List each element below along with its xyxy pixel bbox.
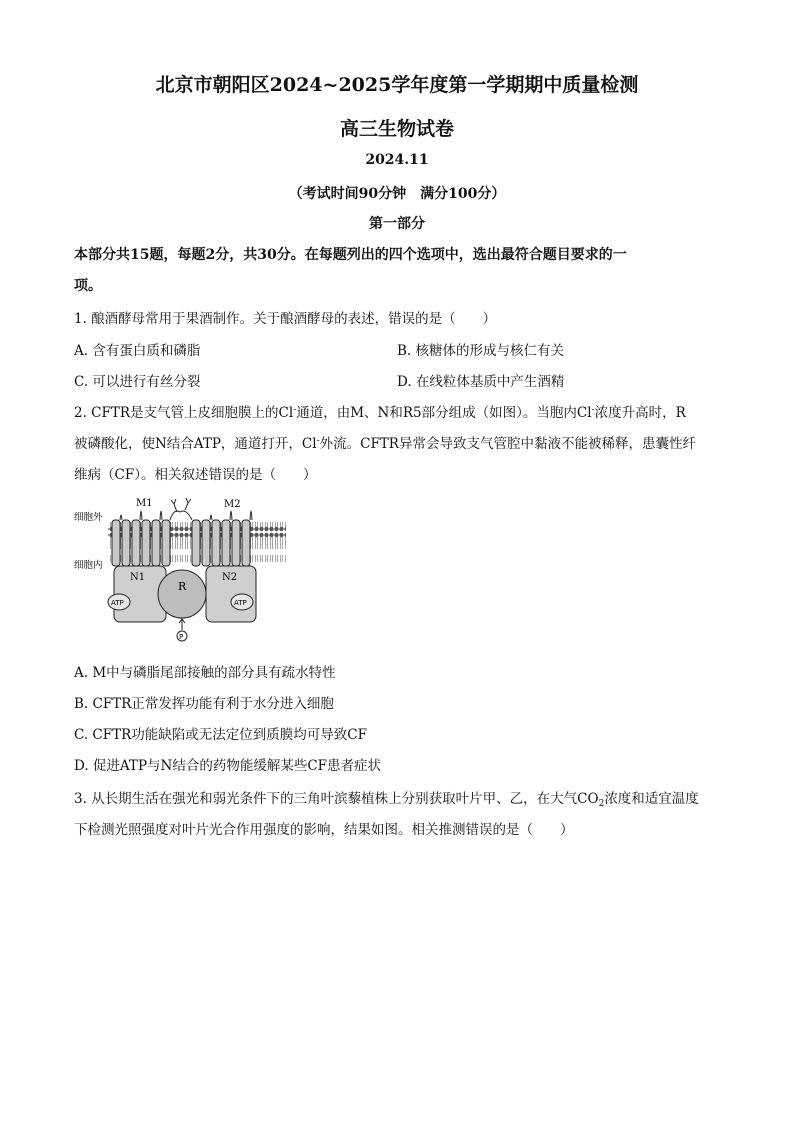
q3-stem-line1: [74, 787, 699, 809]
q2-option-b: B. CFTR正常发挥功能有利于水分进入细胞: [74, 696, 334, 712]
q3-line1-a: 3. 从长期生活在强光和弱光条件下的三角叶滨藜植株上分别获取叶片甲、乙，在大气CO: [74, 791, 599, 807]
label-atp-left: ATP: [111, 599, 124, 607]
exam-info: （考试时间90分钟 满分100分）: [288, 186, 506, 202]
m1-loops: [120, 511, 162, 520]
q2-option-c: C. CFTR功能缺陷或无法定位到质膜均可导致CF: [74, 727, 367, 743]
q2-stem-line2: [74, 432, 696, 452]
q3-line1-sub: 2: [598, 799, 605, 809]
exam-subtitle: 高三生物试卷: [339, 118, 454, 140]
q2-stem-line1: [74, 401, 686, 421]
label-m1: M1: [136, 498, 153, 509]
q2-line1-c: 浓度升高时，R: [594, 405, 686, 421]
q2-line1-sup2: -: [591, 405, 595, 415]
instructions-line2: 项。: [74, 278, 102, 294]
q2-line1-sup: -: [293, 405, 297, 415]
q1-option-d: D. 在线粒体基质中产生酒精: [397, 374, 565, 390]
q1-option-b: B. 核糖体的形成与核仁有关: [397, 343, 565, 359]
q3-line1-b: 浓度和适宜温度: [604, 791, 699, 807]
q1-option-c: C. 可以进行有丝分裂: [74, 374, 201, 390]
exam-date: 2024.11: [365, 152, 429, 168]
label-m2: M2: [224, 499, 241, 510]
label-n1: N1: [130, 572, 146, 583]
exam-title: 北京市朝阳区2024~2025学年度第一学期期中质量检测: [155, 74, 639, 96]
label-inside: 细胞内: [74, 560, 103, 571]
section-heading: 第一部分: [369, 216, 425, 232]
label-outside: 细胞外: [74, 512, 103, 523]
instructions-line1: 本部分共15题，每题2分，共30分。在每题列出的四个选项中，选出最符合题目要求的一: [74, 247, 627, 263]
r-domain: [158, 570, 206, 618]
q2-option-a: A. M中与磷脂尾部接触的部分具有疏水特性: [74, 665, 336, 681]
cftr-diagram: [74, 492, 289, 644]
q1-stem: 1. 酿酒酵母常用于果酒制作。关于酿酒酵母的表述，错误的是（ ）: [74, 311, 497, 327]
q3-stem-line2: 下检测光照强度对叶片光合作用强度的影响，结果如图。相关推测错误的是（ ）: [74, 822, 574, 838]
q1-option-a: A. 含有蛋白质和磷脂: [74, 343, 201, 359]
label-r: R: [178, 580, 187, 593]
q2-stem-line3: 维病（CF）。相关叙述错误的是（ ）: [74, 467, 317, 483]
q2-option-d: D. 促进ATP与N结合的药物能缓解某些CF患者症状: [74, 758, 382, 774]
label-n2: N2: [222, 572, 238, 583]
label-atp-right: ATP: [234, 599, 247, 607]
label-p: P: [179, 633, 184, 641]
q2-line1-b: 通道，由M、N和R5部分组成（如图）。当胞内Cl: [296, 405, 592, 421]
q2-line2-a: 被磷酸化，使N结合ATP，通道打开，Cl: [74, 436, 317, 452]
q2-line1-a: 2. CFTR是支气管上皮细胞膜上的Cl: [74, 405, 294, 421]
q2-line2-b: 外流。CFTR异常会导致支气管腔中黏液不能被稀释，患囊性纤: [319, 436, 696, 452]
q2-line2-sup: -: [316, 436, 320, 446]
